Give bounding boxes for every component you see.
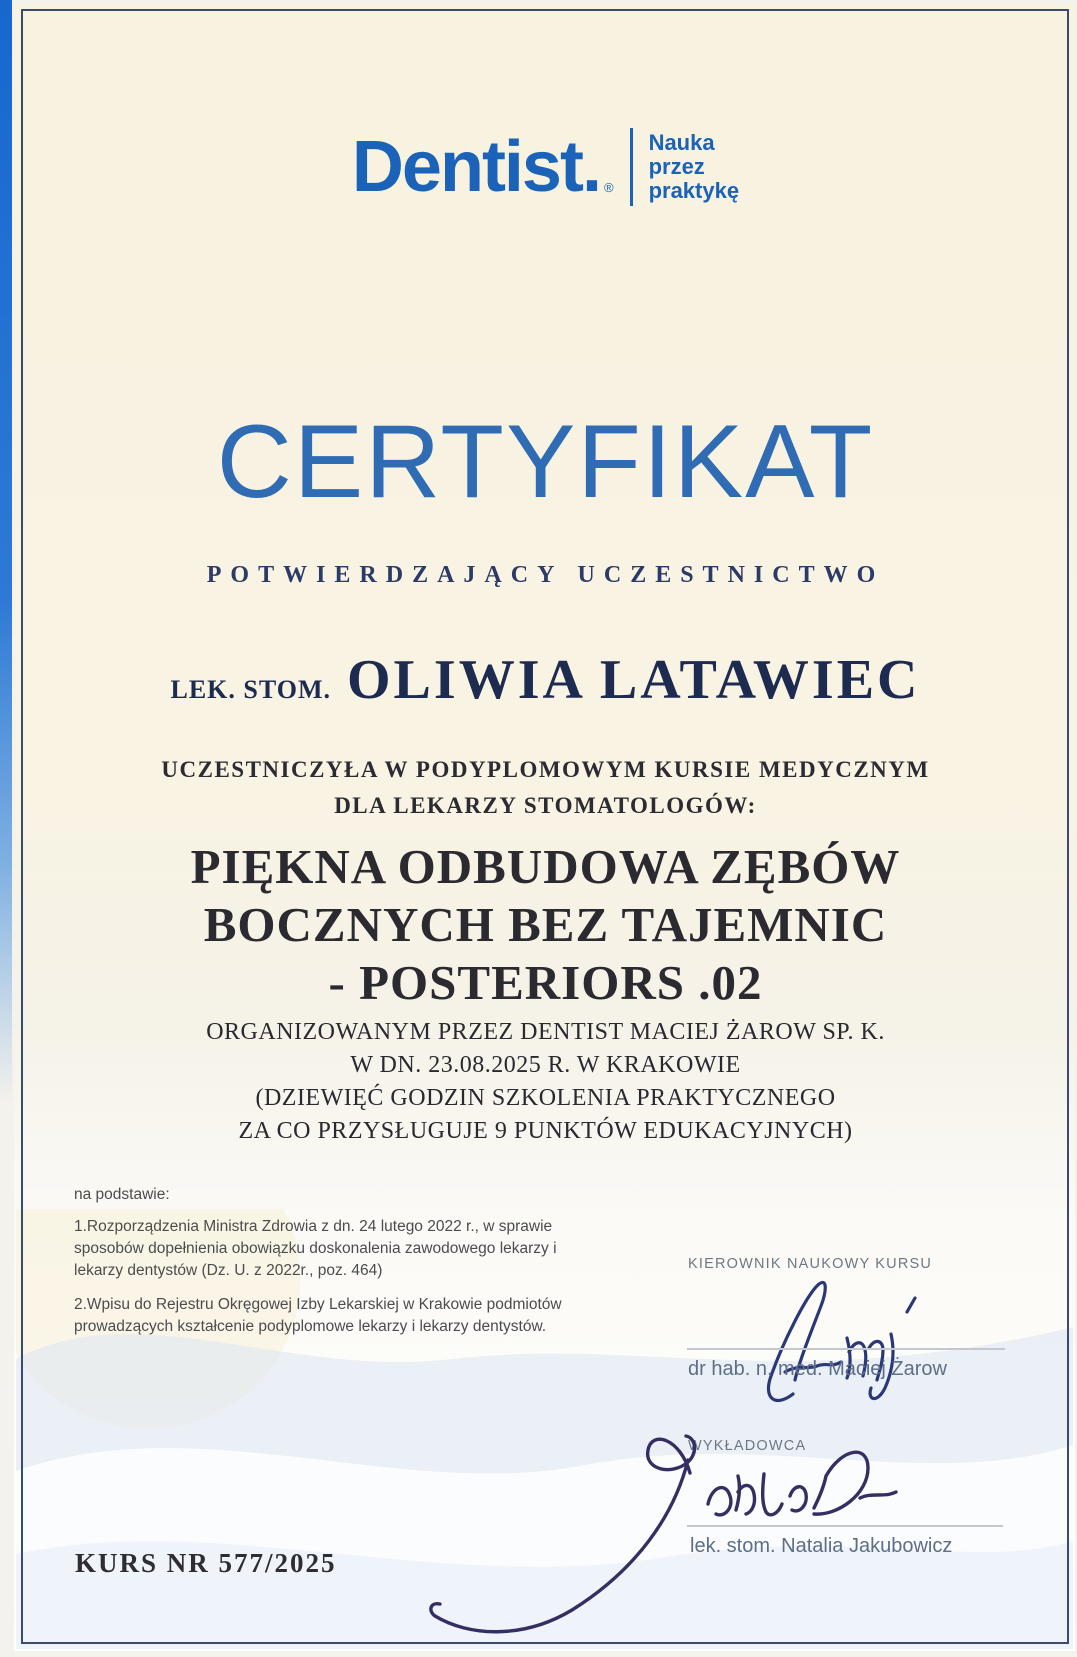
legal-basis-item: 1.Rozporządzenia Ministra Zdrowia z dn. 24 lutego 2022 r., w sprawie sposobów dopełnienia obowiązku doskonalenia zawodowego lekarzy i lekarzy dentystów (Dz. U. z 2022r., poz. 464) [74, 1218, 557, 1279]
recipient-line [30, 648, 1061, 712]
signature-role-lecturer: WYKŁADOWCA [688, 1438, 807, 1454]
participation-line: UCZESTNICZYŁA W PODYPLOMOWYM KURSIE MEDYCZNYM [161, 757, 930, 782]
logo-tagline-line: przez [648, 154, 705, 180]
logo-brand-text: Dentist [351, 127, 582, 207]
course-title-line: BOCZNYCH BEZ TAJEMNIC [203, 896, 888, 952]
signature-name-course-director: dr hab. n. med. Maciej Żarow [688, 1358, 947, 1380]
organizer-line: W DN. 23.08.2025 R. W KRAKOWIE [350, 1052, 741, 1079]
course-title [30, 838, 1061, 1011]
certificate-subtitle: POTWIERDZAJĄCY UCZESTNICTWO [206, 562, 885, 588]
organizer-statement [30, 1016, 1061, 1148]
legal-basis-item: 2.Wpisu do Rejestru Okręgowej Izby Lekarskiej w Krakowie podmiotów prowadzących kształcenie podyplomowe lekarzy i lekarzy dentystów. [74, 1296, 562, 1335]
logo [30, 128, 1061, 206]
logo-tagline [649, 131, 740, 202]
participation-line: DLA LEKARZY STOMATOLOGÓW: [334, 792, 757, 818]
course-title-line: PIĘKNA ODBUDOWA ZĘBÓW [190, 839, 901, 894]
signature-line [687, 1525, 1003, 1527]
course-number: KURS NR 577/2025 [75, 1548, 337, 1578]
organizer-line: ZA CO PRZYSŁUGUJE 9 PUNKTÓW EDUKACYJNYCH) [238, 1118, 853, 1145]
course-title-line: - POSTERIORS .02 [328, 954, 763, 1010]
logo-brand-dot: . [581, 127, 602, 207]
recipient-title-prefix: LEK. STOM. [170, 675, 331, 704]
signature-line [687, 1348, 1005, 1350]
logo-tagline-line: Nauka [648, 130, 715, 156]
registered-trademark-icon: ® [603, 180, 614, 196]
participation-statement [30, 752, 1061, 823]
logo-separator-bar [630, 128, 633, 206]
signature-name-lecturer: lek. stom. Natalia Jakubowicz [690, 1535, 953, 1557]
signature-script-icon [755, 1276, 935, 1404]
legal-basis-intro: na podstawie: [74, 1186, 170, 1203]
signature-role-course-director: KIEROWNIK NAUKOWY KURSU [688, 1256, 933, 1272]
organizer-line: ORGANIZOWANYM PRZEZ DENTIST MACIEJ ŻAROW SP. K. [206, 1019, 885, 1045]
organizer-line: (DZIEWIĘĆ GODZIN SZKOLENIA PRAKTYCZNEGO [255, 1085, 836, 1112]
certificate-title: CERTYFIKAT [216, 404, 875, 520]
legal-basis-block [74, 1184, 590, 1350]
recipient-name: OLIWIA LATAWIEC [347, 649, 921, 711]
logo-tagline-line: praktykę [648, 177, 740, 203]
